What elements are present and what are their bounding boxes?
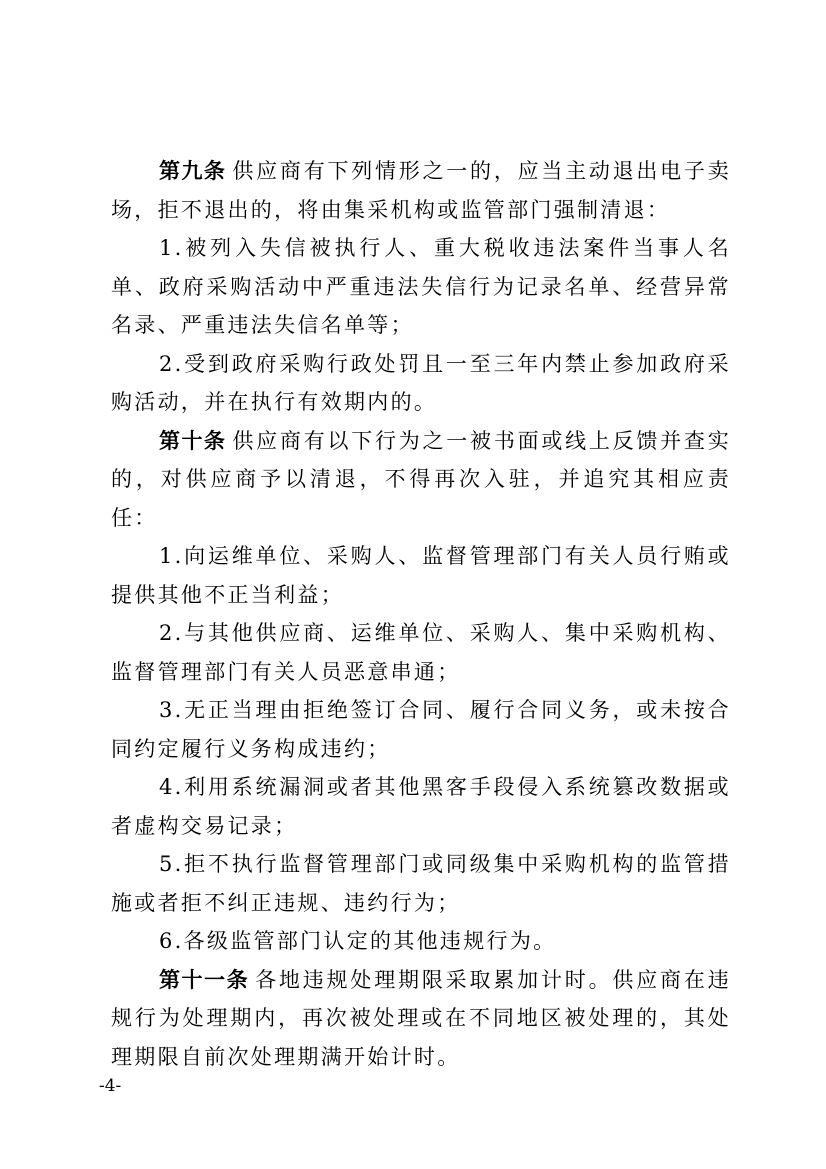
- list-item: [111, 691, 731, 768]
- article-text: 供应商有下列情形之一的，应当主动退出电子卖场，拒不退出的，将由集采机构或监管部门强制清退：: [111, 159, 731, 222]
- list-item: [111, 768, 731, 845]
- article-title: 第十条: [159, 428, 227, 453]
- document-body: [111, 152, 731, 1076]
- list-item-text: 3.无正当理由拒绝签订合同、履行合同义务，或未按合同约定履行义务构成违约；: [111, 698, 731, 761]
- list-item-text: 1.向运维单位、采购人、监督管理部门有关人员行贿或提供其他不正当利益；: [111, 544, 731, 607]
- article-11-paragraph: [111, 961, 731, 1077]
- list-item-text: 1.被列入失信被执行人、重大税收违法案件当事人名单、政府采购活动中严重违法失信行为记录名单、经营异常名录、严重违法失信名单等；: [111, 236, 731, 337]
- article-text: 供应商有以下行为之一被书面或线上反馈并查实的，对供应商予以清退，不得再次入驻，并追究其相应责任：: [111, 428, 731, 530]
- list-item: [111, 229, 731, 345]
- list-item-text: 2.与其他供应商、运维单位、采购人、集中采购机构、监督管理部门有关人员恶意串通；: [111, 621, 731, 684]
- list-item-text: 6.各级监管部门认定的其他违规行为。: [159, 929, 557, 953]
- article-title: 第九条: [159, 159, 227, 183]
- list-item-text: 4.利用系统漏洞或者其他黑客手段侵入系统篡改数据或者虚构交易记录；: [111, 775, 731, 838]
- page-number: -4-: [99, 1076, 122, 1096]
- list-item-text: 2.受到政府采购行政处罚且一至三年内禁止参加政府采购活动，并在执行有效期内的。: [111, 351, 731, 414]
- article-text: 各地违规处理期限采取累加计时。供应商在违规行为处理期内，再次被处理或在不同地区被处理的，其处理期限自前次处理期满开始计时。: [111, 967, 732, 1069]
- article-10-paragraph: [111, 422, 731, 538]
- list-item: [111, 845, 731, 922]
- article-9-paragraph: [111, 152, 731, 229]
- list-item-text: 5.拒不执行监督管理部门或同级集中采购机构的监管措施或者拒不纠正违规、违约行为；: [111, 852, 731, 915]
- list-item: [111, 537, 731, 614]
- list-item: [111, 614, 731, 691]
- list-item: [111, 345, 731, 422]
- article-title: 第十一条: [159, 967, 250, 992]
- list-item: [111, 922, 731, 961]
